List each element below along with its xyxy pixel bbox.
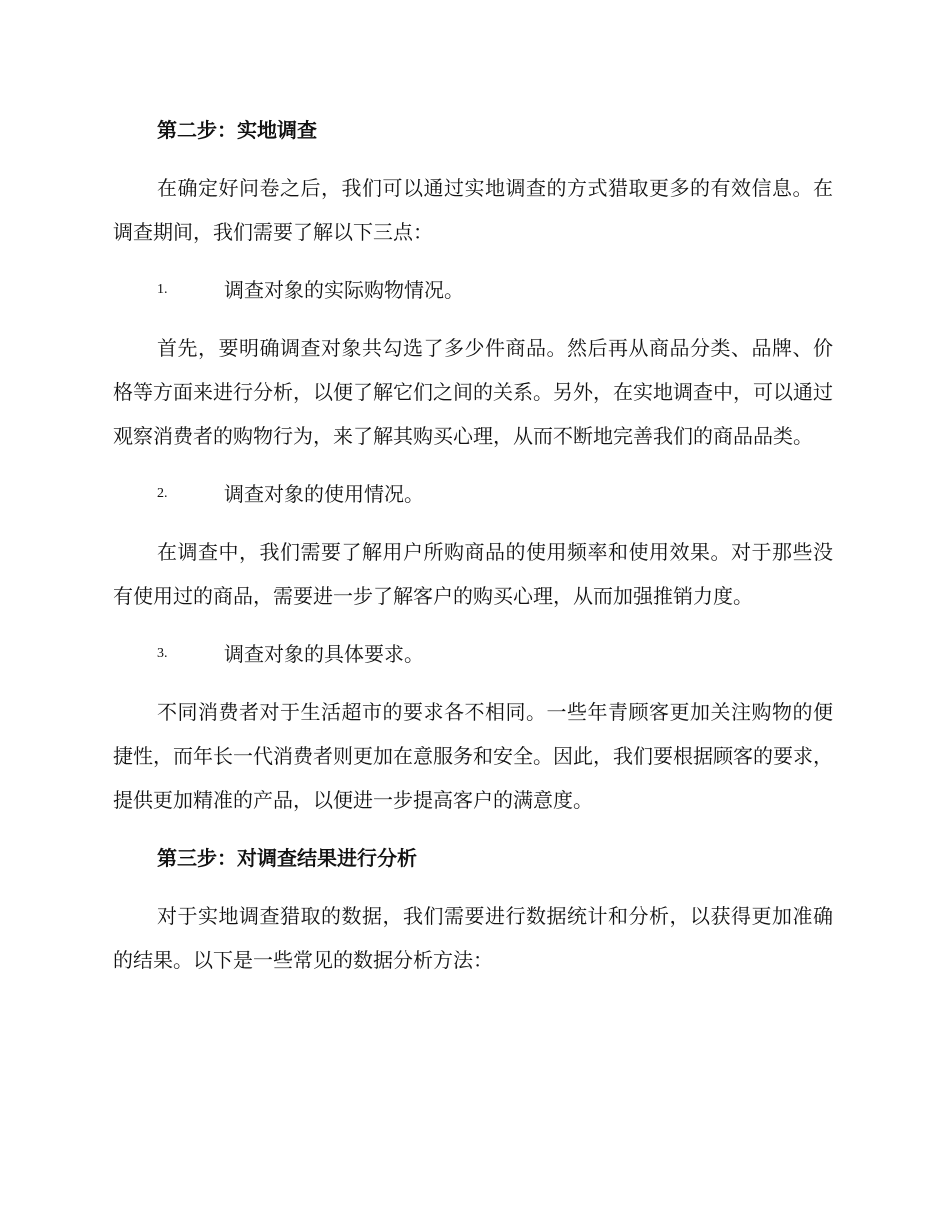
list-item-3 bbox=[113, 632, 833, 676]
spacer bbox=[113, 458, 833, 472]
step2-intro-paragraph: 在确定好问卷之后，我们可以通过实地调查的方式猎取更多的有效信息。在调查期间，我们需要了解以下三点： bbox=[113, 176, 833, 244]
item-1-paragraph: 首先，要明确调查对象共勾选了多少件商品。然后再从商品分类、品牌、价格等方面来进行分析，以便了解它们之间的关系。另外，在实地调查中，可以通过观察消费者的购物行为，来了解其购买心理，从而不断地完善我们的商品品类。 bbox=[113, 336, 833, 448]
list-item-2 bbox=[113, 472, 833, 516]
spacer bbox=[113, 618, 833, 632]
spacer bbox=[113, 516, 833, 530]
list-item-1 bbox=[113, 268, 833, 312]
spacer bbox=[113, 880, 833, 894]
list-number: 2. bbox=[157, 486, 168, 501]
document-content bbox=[113, 108, 833, 982]
step2-heading: 第二步：实地调查 bbox=[157, 118, 317, 142]
step3-heading: 第三步：对调查结果进行分析 bbox=[157, 846, 417, 870]
list-number: 3. bbox=[157, 646, 168, 661]
spacer bbox=[113, 312, 833, 326]
list-item-title: 调查对象的使用情况。 bbox=[224, 482, 424, 506]
spacer bbox=[113, 152, 833, 166]
step3-intro-paragraph: 对于实地调查猎取的数据，我们需要进行数据统计和分析，以获得更加准确的结果。以下是一些常见的数据分析方法： bbox=[113, 904, 833, 972]
item-2-paragraph: 在调查中，我们需要了解用户所购商品的使用频率和使用效果。对于那些没有使用过的商品，需要进一步了解客户的购买心理，从而加强推销力度。 bbox=[113, 540, 833, 608]
list-item-title: 调查对象的具体要求。 bbox=[224, 642, 424, 666]
list-number: 1. bbox=[157, 282, 168, 297]
list-item-title: 调查对象的实际购物情况。 bbox=[224, 278, 464, 302]
spacer bbox=[113, 254, 833, 268]
item-3-paragraph: 不同消费者对于生活超市的要求各不相同。一些年青顾客更加关注购物的便捷性，而年长一代消费者则更加在意服务和安全。因此，我们要根据顾客的要求，提供更加精准的产品，以便进一步提高客户的满意度。 bbox=[113, 700, 833, 812]
spacer bbox=[113, 822, 833, 836]
spacer bbox=[113, 676, 833, 690]
